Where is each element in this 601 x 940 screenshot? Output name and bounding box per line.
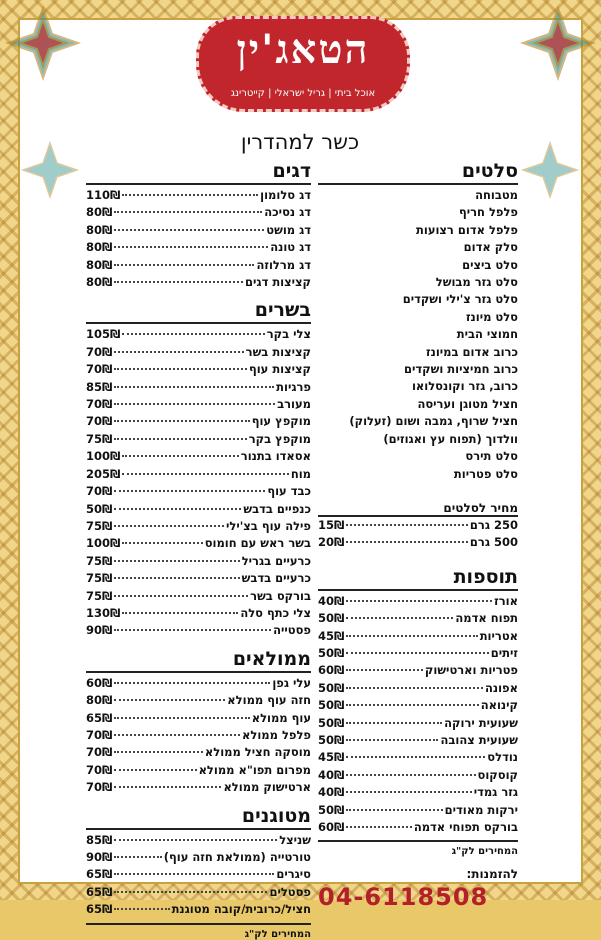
item-name: צלי כתף סלה bbox=[240, 605, 311, 620]
item-name: עוף ממולא bbox=[251, 710, 311, 725]
dot-leader bbox=[346, 687, 483, 689]
menu-item bbox=[318, 767, 518, 784]
menu-item bbox=[318, 593, 518, 610]
item-name: 500 גרם bbox=[469, 535, 518, 550]
item-price: 80₪ bbox=[86, 257, 113, 272]
menu-item bbox=[86, 553, 311, 570]
item-price: 65₪ bbox=[86, 710, 113, 725]
section-title-stuffed: ממולאים bbox=[86, 648, 311, 673]
item-price: 70₪ bbox=[86, 745, 113, 760]
menu-item bbox=[318, 802, 518, 819]
item-name: כרעיים בדבש bbox=[241, 571, 311, 586]
dot-leader bbox=[114, 438, 246, 440]
item-price: 80₪ bbox=[86, 275, 113, 290]
divider bbox=[318, 840, 518, 842]
item-price: 110₪ bbox=[86, 188, 121, 202]
menu-item bbox=[318, 732, 518, 749]
right-column bbox=[318, 160, 518, 911]
dot-leader bbox=[114, 368, 247, 370]
item-price: 70₪ bbox=[86, 397, 113, 412]
phone-number[interactable]: 04-6118508 bbox=[318, 883, 489, 912]
dot-leader bbox=[114, 386, 274, 388]
item-price: 60₪ bbox=[318, 663, 345, 678]
menu-item bbox=[86, 448, 311, 465]
dot-leader bbox=[346, 635, 477, 637]
item-price: 65₪ bbox=[86, 884, 113, 899]
logo-title: הטאג'ין bbox=[236, 26, 370, 73]
item-price: 50₪ bbox=[318, 611, 345, 626]
menu-item bbox=[318, 715, 518, 732]
salad-item: סלט ביצים bbox=[462, 257, 518, 272]
item-name: סיגרים bbox=[276, 867, 311, 882]
menu-item bbox=[86, 396, 311, 413]
stuffed-list bbox=[86, 675, 311, 797]
dot-leader bbox=[114, 699, 225, 701]
menu-item bbox=[318, 534, 518, 551]
menu-item bbox=[86, 501, 311, 518]
dot-leader bbox=[346, 791, 471, 793]
ornament-icon bbox=[520, 140, 580, 200]
menu-item bbox=[86, 622, 311, 639]
salad-item: סלק אדום bbox=[463, 240, 518, 255]
item-price: 90₪ bbox=[86, 623, 113, 638]
menu-item bbox=[86, 849, 311, 866]
item-price: 20₪ bbox=[318, 535, 345, 550]
item-price: 65₪ bbox=[86, 867, 113, 882]
fried-list bbox=[86, 832, 311, 919]
item-name: אורז bbox=[494, 593, 518, 608]
menu-item bbox=[86, 866, 311, 883]
item-price: 100₪ bbox=[86, 536, 121, 551]
menu-item bbox=[86, 466, 311, 483]
item-name: דג נסיכה bbox=[264, 205, 311, 220]
dot-leader bbox=[114, 908, 169, 910]
dot-leader bbox=[114, 351, 243, 353]
dot-leader bbox=[114, 751, 202, 753]
ornament-icon bbox=[20, 140, 80, 200]
item-price: 70₪ bbox=[86, 414, 113, 429]
price-note: המחירים לק"ג bbox=[451, 846, 518, 858]
item-name: אטריות bbox=[479, 628, 518, 643]
item-price: 50₪ bbox=[318, 802, 345, 817]
menu-item bbox=[318, 645, 518, 662]
dot-leader bbox=[346, 600, 492, 602]
salad-item: כרוב חמיציות ושקדים bbox=[403, 362, 518, 377]
menu-item bbox=[86, 762, 311, 779]
item-price: 105₪ bbox=[86, 327, 121, 342]
salad-item: כרוב אדום במיונז bbox=[426, 344, 518, 359]
item-name: בורקס תפוחי אדמה bbox=[413, 820, 518, 834]
dot-leader bbox=[346, 722, 442, 724]
item-price: 70₪ bbox=[86, 780, 113, 795]
salad-prices-list bbox=[318, 517, 518, 552]
menu-item bbox=[318, 697, 518, 714]
item-name: דג טונה bbox=[270, 240, 311, 255]
item-name: שניצל bbox=[279, 832, 311, 847]
section-title-fish: דגים bbox=[86, 160, 311, 185]
section-title-fried: מטוגנים bbox=[86, 805, 311, 830]
dot-leader bbox=[346, 617, 453, 619]
item-name: פילה עוף בצ'ילי bbox=[226, 518, 311, 533]
meat-list bbox=[86, 326, 311, 639]
menu-item bbox=[318, 749, 518, 766]
dot-leader bbox=[114, 508, 241, 510]
item-name: קציצות בשר bbox=[245, 344, 311, 359]
salad-item: סלט גזר צ'ילי ושקדים bbox=[402, 292, 518, 307]
menu-item bbox=[86, 605, 311, 622]
menu-item bbox=[318, 784, 518, 801]
salad-prices-title: מחיר לסלטים bbox=[318, 501, 518, 517]
menu-item bbox=[86, 535, 311, 552]
item-price: 75₪ bbox=[86, 431, 113, 446]
dot-leader bbox=[114, 281, 243, 283]
dot-leader bbox=[114, 769, 196, 771]
section-title-meat: בשרים bbox=[86, 299, 311, 324]
item-name: פרגיות bbox=[276, 379, 311, 394]
item-name: שעועית צהובה bbox=[440, 732, 518, 747]
dot-leader bbox=[122, 194, 258, 196]
item-price: 85₪ bbox=[86, 832, 113, 847]
item-name: עלי גפן bbox=[272, 675, 311, 690]
dot-leader bbox=[114, 525, 224, 527]
item-price: 75₪ bbox=[86, 518, 113, 533]
item-price: 60₪ bbox=[86, 675, 113, 690]
menu-item bbox=[86, 901, 311, 918]
dot-leader bbox=[114, 560, 239, 562]
dot-leader bbox=[114, 786, 221, 788]
ornament-icon bbox=[4, 4, 82, 82]
item-name: מעורב bbox=[277, 397, 311, 412]
item-name: דג מרלוזה bbox=[256, 257, 311, 272]
salad-item: וולדוך (תפוח עץ ואגוזים) bbox=[383, 431, 518, 446]
menu-item bbox=[318, 662, 518, 679]
item-name: טורטייה (ממולאת חזה עוף) bbox=[163, 850, 311, 864]
item-name: כרעיים בגריל bbox=[241, 553, 311, 568]
ornament-icon bbox=[519, 4, 597, 82]
salad-item: חציל מטוגן ועריסה bbox=[417, 396, 518, 411]
item-price: 80₪ bbox=[86, 693, 113, 708]
dot-leader bbox=[346, 756, 485, 758]
menu-item bbox=[318, 517, 518, 534]
item-name: קוסקוס bbox=[477, 767, 518, 782]
item-name: גזר גמדי bbox=[473, 785, 518, 800]
dot-leader bbox=[114, 229, 264, 231]
item-price: 75₪ bbox=[86, 588, 113, 603]
menu-item bbox=[86, 779, 311, 796]
salad-item: סלט פטריות bbox=[453, 466, 518, 481]
item-price: 130₪ bbox=[86, 605, 121, 620]
dot-leader bbox=[346, 704, 478, 706]
menu-item bbox=[86, 588, 311, 605]
dot-leader bbox=[114, 264, 254, 266]
dot-leader bbox=[114, 873, 274, 875]
item-name: זיתים bbox=[490, 645, 518, 660]
menu-item bbox=[86, 379, 311, 396]
item-name: דג מושט bbox=[266, 222, 311, 237]
dot-leader bbox=[122, 333, 264, 335]
menu-item bbox=[86, 744, 311, 761]
item-name: קציצות עוף bbox=[248, 362, 311, 377]
item-name: בשר ראש עם חומוס bbox=[204, 536, 311, 551]
extras-list bbox=[318, 593, 518, 837]
dot-leader bbox=[346, 774, 475, 776]
menu-item bbox=[86, 710, 311, 727]
dot-leader bbox=[114, 211, 262, 213]
item-name: אסאדו בתנור bbox=[240, 449, 311, 464]
section-title-extras: תוספות bbox=[318, 566, 518, 591]
item-name: חזה עוף ממולא bbox=[227, 693, 311, 708]
kosher-label: כשר למהדרין bbox=[240, 130, 360, 154]
item-price: 50₪ bbox=[318, 645, 345, 660]
dot-leader bbox=[114, 856, 161, 858]
item-name: תפוח אדמה bbox=[455, 611, 518, 626]
divider bbox=[86, 923, 311, 925]
item-price: 70₪ bbox=[86, 362, 113, 377]
salads-list bbox=[318, 187, 518, 483]
dot-leader bbox=[346, 809, 442, 811]
salad-item: כרוב, גזר וקונסלואו bbox=[411, 379, 518, 394]
item-name: ארטישוק ממולא bbox=[223, 780, 311, 795]
dot-leader bbox=[122, 455, 238, 457]
menu-item bbox=[86, 570, 311, 587]
item-name: מוקפץ בקר bbox=[248, 431, 311, 446]
item-price: 70₪ bbox=[86, 762, 113, 777]
menu-item bbox=[318, 610, 518, 627]
menu-item bbox=[86, 431, 311, 448]
menu-item bbox=[86, 483, 311, 500]
item-name: מוקפץ עוף bbox=[251, 414, 311, 429]
item-price: 50₪ bbox=[318, 698, 345, 713]
item-name: מפרום תפו"א ממולא bbox=[198, 762, 311, 777]
item-price: 80₪ bbox=[86, 240, 113, 255]
item-price: 80₪ bbox=[86, 205, 113, 220]
salad-item: פלפל חריף bbox=[458, 205, 518, 220]
item-price: 75₪ bbox=[86, 571, 113, 586]
menu-item bbox=[86, 727, 311, 744]
item-price: 45₪ bbox=[318, 628, 345, 643]
dot-leader bbox=[122, 612, 238, 614]
item-price: 15₪ bbox=[318, 517, 345, 532]
dot-leader bbox=[114, 490, 265, 492]
dot-leader bbox=[114, 420, 249, 422]
item-price: 65₪ bbox=[86, 902, 113, 917]
salad-item: חציל שרוף, גמבה ושום (זעלוק) bbox=[349, 414, 518, 429]
section-title-salads: סלטים bbox=[318, 160, 518, 185]
order-label: להזמנות: bbox=[466, 867, 518, 882]
salad-item: מטבוחה bbox=[475, 188, 518, 202]
item-name: מוסקה חציל ממולא bbox=[204, 745, 311, 760]
item-price: 50₪ bbox=[318, 732, 345, 747]
item-price: 70₪ bbox=[86, 344, 113, 359]
dot-leader bbox=[122, 542, 202, 544]
item-price: 40₪ bbox=[318, 593, 345, 608]
item-name: פטריות וארטישוק bbox=[424, 663, 518, 678]
dot-leader bbox=[114, 629, 271, 631]
dot-leader bbox=[346, 826, 411, 828]
menu-item bbox=[86, 187, 311, 204]
item-price: 50₪ bbox=[86, 501, 113, 516]
item-price: 80₪ bbox=[86, 222, 113, 237]
item-name: חציל/כרובית/קובה מטוגנת bbox=[171, 902, 311, 917]
fish-list bbox=[86, 187, 311, 291]
item-price: 50₪ bbox=[318, 680, 345, 695]
dot-leader bbox=[114, 891, 267, 893]
salad-item: חמוצי הבית bbox=[456, 327, 518, 342]
dot-leader bbox=[346, 541, 468, 543]
menu-item bbox=[86, 239, 311, 256]
menu-item bbox=[318, 819, 518, 836]
menu-item bbox=[318, 680, 518, 697]
item-name: 250 גרם bbox=[469, 517, 518, 532]
item-price: 100₪ bbox=[86, 449, 121, 464]
item-name: בורקס בשר bbox=[250, 588, 311, 603]
dot-leader bbox=[114, 734, 240, 736]
item-name: פסטלים bbox=[269, 884, 311, 899]
menu-item bbox=[86, 257, 311, 274]
salad-item: פלפל אדום רצועות bbox=[416, 222, 518, 237]
dot-leader bbox=[114, 403, 275, 405]
menu-item bbox=[86, 884, 311, 901]
menu-item bbox=[318, 628, 518, 645]
item-name: פסטייה bbox=[273, 623, 311, 638]
dot-leader bbox=[346, 652, 488, 654]
item-name: שעועית ירוקה bbox=[444, 715, 518, 730]
item-price: 70₪ bbox=[86, 727, 113, 742]
item-name: פלפל ממולא bbox=[242, 727, 311, 742]
price-note: המחירים לק"ג bbox=[244, 928, 311, 940]
menu-item bbox=[86, 361, 311, 378]
item-name: דג סלומון bbox=[260, 188, 311, 202]
menu-item bbox=[86, 413, 311, 430]
item-price: 50₪ bbox=[318, 715, 345, 730]
item-price: 75₪ bbox=[86, 553, 113, 568]
item-name: קינואה bbox=[480, 698, 518, 713]
restaurant-logo bbox=[196, 16, 410, 112]
item-name: מוח bbox=[290, 466, 311, 481]
item-price: 70₪ bbox=[86, 484, 113, 499]
item-price: 205₪ bbox=[86, 466, 121, 481]
dot-leader bbox=[346, 669, 423, 671]
item-price: 85₪ bbox=[86, 379, 113, 394]
item-name: כנפיים בדבש bbox=[243, 501, 311, 516]
item-price: 90₪ bbox=[86, 850, 113, 864]
left-column bbox=[86, 160, 311, 940]
dot-leader bbox=[122, 473, 288, 475]
dot-leader bbox=[114, 717, 249, 719]
dot-leader bbox=[114, 839, 277, 841]
dot-leader bbox=[346, 524, 468, 526]
salad-item: סלט מיונז bbox=[465, 309, 518, 324]
item-name: קציצות דגים bbox=[245, 275, 311, 290]
menu-item bbox=[86, 344, 311, 361]
menu-item bbox=[86, 274, 311, 291]
menu-item bbox=[86, 832, 311, 849]
menu-item bbox=[86, 675, 311, 692]
item-name: כבד עוף bbox=[267, 484, 311, 499]
logo-subtitle: אוכל ביתי | גריל ישראלי | קייטרינג bbox=[230, 88, 376, 99]
item-price: 40₪ bbox=[318, 785, 345, 800]
item-name: נודלס bbox=[487, 750, 518, 765]
menu-item bbox=[86, 692, 311, 709]
menu-item bbox=[86, 222, 311, 239]
menu-item bbox=[86, 518, 311, 535]
dot-leader bbox=[114, 577, 239, 579]
dot-leader bbox=[114, 682, 270, 684]
menu-item bbox=[86, 204, 311, 221]
item-price: 40₪ bbox=[318, 767, 345, 782]
item-price: 60₪ bbox=[318, 820, 345, 834]
item-name: צלי בקר bbox=[266, 327, 311, 342]
item-name: אפונה bbox=[485, 680, 518, 695]
salad-item: סלט תירס bbox=[465, 449, 518, 464]
dot-leader bbox=[114, 246, 268, 248]
salad-item: סלט גזר מבושל bbox=[435, 275, 518, 290]
dot-leader bbox=[114, 595, 248, 597]
dot-leader bbox=[346, 739, 438, 741]
item-name: ירקות מאודים bbox=[444, 802, 518, 817]
menu-item bbox=[86, 326, 311, 343]
item-price: 45₪ bbox=[318, 750, 345, 765]
